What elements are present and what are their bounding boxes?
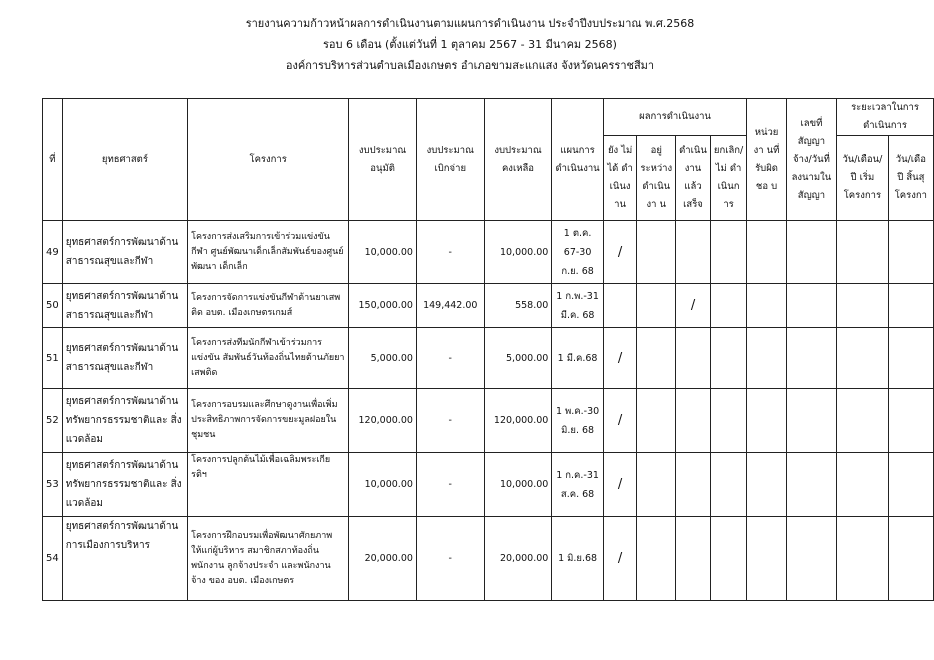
row-start [837,328,889,389]
report-title: รายงานความก้าวหน้าผลการดำเนินงานตามแผนการดำเนินงาน ประจำปีงบประมาณ พ.ศ.2568 [245,17,695,30]
row-strategy: ยุทธศาสตร์การพัฒนาด้าน สาธารณสุขและกีฬา [62,328,187,389]
row-disbursed: - [416,221,484,284]
row-no: 51 [43,328,63,389]
row-not-started-mark: / [603,453,637,517]
row-approved: 10,000.00 [349,453,417,517]
row-remaining: 5,000.00 [484,328,552,389]
row-cancelled-mark [710,517,746,601]
row-in-progress-mark [637,453,676,517]
row-completed-mark: / [676,284,711,328]
row-contract [786,328,836,389]
row-end [888,517,933,601]
table-row [43,284,934,328]
row-contract [786,389,836,453]
row-start [837,389,889,453]
col-header-contract: เลขที่ สัญญา จ้าง/วันที่ ลงนามใน สัญญา [786,99,836,221]
row-cancelled-mark [710,284,746,328]
col-header-completed: ดำเนิน งาน แล้ว เสร็จ [676,136,711,221]
row-remaining: 20,000.00 [484,517,552,601]
row-no: 54 [43,517,63,601]
row-in-progress-mark [637,328,676,389]
row-remaining: 120,000.00 [484,389,552,453]
table-row [43,517,934,601]
row-no: 49 [43,221,63,284]
row-end [888,328,933,389]
row-remaining: 558.00 [484,284,552,328]
row-disbursed: 149,442.00 [416,284,484,328]
col-header-remaining: งบประมาณ คงเหลือ [484,99,552,221]
col-header-not-started: ยัง ไม่ได้ ดำเนินง าน [603,136,637,221]
table-row [43,328,934,389]
row-agency [747,221,787,284]
row-approved: 5,000.00 [349,328,417,389]
row-plan: 1 ต.ค. 67-30 ก.ย. 68 [552,221,604,284]
report-organization: องค์การบริหารส่วนตำบลเมืองเกษตร อำเภอขามสะแกแสง จังหวัดนครราชสีมา [285,59,655,72]
col-header-period: ระยะเวลาในการ ดำเนินการ [837,99,934,136]
row-project: โครงการส่งเสริมการเข้าร่วมแข่งขันกีฬา ศูนย์พัฒนาเด็กเล็กสัมพันธ์ของศูนย์พัฒนา เด็กเล็ก [188,221,349,284]
row-not-started-mark [603,284,637,328]
row-project: โครงการปลูกต้นไม้เพื่อเฉลิมพระเกียรติฯ [188,453,349,517]
row-disbursed: - [416,453,484,517]
col-header-plan: แผนการ ดำเนินงาน [552,99,604,221]
row-end [888,221,933,284]
row-no: 50 [43,284,63,328]
row-start [837,517,889,601]
row-approved: 10,000.00 [349,221,417,284]
col-header-agency: หน่วยงา นที่ รับผิดชอ บ [747,99,787,221]
row-plan: 1 มี.ค.68 [552,328,604,389]
row-contract [786,517,836,601]
row-approved: 20,000.00 [349,517,417,601]
row-not-started-mark: / [603,221,637,284]
row-contract [786,453,836,517]
row-agency [747,517,787,601]
report-period: รอบ 6 เดือน (ตั้งแต่วันที่ 1 ตุลาคม 2567 - 31 มีนาคม 2568) [323,38,617,51]
col-header-cancelled: ยกเลิก/ ไม่ ดำเนินก าร [710,136,746,221]
row-agency [747,453,787,517]
col-header-strategy: ยุทธศาสตร์ [62,99,187,221]
row-agency [747,328,787,389]
col-header-end: วัน/เดือ ปี สิ้นสุ โครงกา [888,136,933,221]
row-cancelled-mark [710,328,746,389]
row-start [837,453,889,517]
row-end [888,453,933,517]
row-cancelled-mark [710,453,746,517]
row-cancelled-mark [710,389,746,453]
table-row [43,389,934,453]
row-strategy: ยุทธศาสตร์การพัฒนาด้าน สาธารณสุขและกีฬา [62,284,187,328]
row-project: โครงการอบรมและศึกษาดูงานเพื่อเพิ่ม ประสิทธิภาพการจัดการขยะมูลฝอยใน ชุมชน [188,389,349,453]
col-header-results: ผลการดำเนินงาน [603,99,746,136]
row-end [888,389,933,453]
row-agency [747,284,787,328]
row-contract [786,221,836,284]
row-completed-mark [676,221,711,284]
row-not-started-mark: / [603,517,637,601]
row-no: 53 [43,453,63,517]
row-disbursed: - [416,517,484,601]
row-not-started-mark: / [603,328,637,389]
row-completed-mark [676,453,711,517]
row-remaining: 10,000.00 [484,453,552,517]
row-not-started-mark: / [603,389,637,453]
row-approved: 120,000.00 [349,389,417,453]
row-agency [747,389,787,453]
row-completed-mark [676,517,711,601]
row-project: โครงการส่งทีมนักกีฬาเข้าร่วมการแข่งขัน สัมพันธ์วันท้องถิ่นไทยต้านภัยยาเสพติด [188,328,349,389]
table-row [43,453,934,517]
row-start [837,284,889,328]
row-contract [786,284,836,328]
row-disbursed: - [416,389,484,453]
row-project: โครงการฝึกอบรมเพื่อพัฒนาศักยภาพ ให้แก่ผู้บริหาร สมาชิกสภาท้องถิ่น พนักงาน ลูกจ้างประจำ และพนักงาน จ้าง ของ อบต. เมืองเกษตร [188,517,349,601]
row-end [888,284,933,328]
row-disbursed: - [416,328,484,389]
row-strategy: ยุทธศาสตร์การพัฒนาด้าน สาธารณสุขและกีฬา [62,221,187,284]
row-in-progress-mark [637,284,676,328]
row-start [837,221,889,284]
row-strategy: ยุทธศาสตร์การพัฒนาด้าน การเมืองการบริหาร [62,517,187,601]
row-completed-mark [676,389,711,453]
col-header-project: โครงการ [188,99,349,221]
row-plan: 1 ก.พ.-31 มี.ค. 68 [552,284,604,328]
row-no: 52 [43,389,63,453]
row-in-progress-mark [637,221,676,284]
row-strategy: ยุทธศาสตร์การพัฒนาด้าน ทรัพยากรธรรมชาติและ สิ่งแวดล้อม [62,389,187,453]
row-project: โครงการจัดการแข่งขันกีฬาต้านยาเสพติด อบต. เมืองเกษตรเกมส์ [188,284,349,328]
row-in-progress-mark [637,517,676,601]
col-header-disbursed: งบประมาณ เบิกจ่าย [416,99,484,221]
col-header-no: ที่ [43,99,63,221]
row-completed-mark [676,328,711,389]
row-cancelled-mark [710,221,746,284]
table-row [43,221,934,284]
row-plan: 1 ก.ค.-31 ส.ค. 68 [552,453,604,517]
row-remaining: 10,000.00 [484,221,552,284]
col-header-in-progress: อยู่ ระหว่าง ดำเนินงา น [637,136,676,221]
col-header-approved: งบประมาณ อนุมัติ [349,99,417,221]
row-in-progress-mark [637,389,676,453]
row-plan: 1 มิ.ย.68 [552,517,604,601]
row-approved: 150,000.00 [349,284,417,328]
progress-table [42,98,934,601]
col-header-start: วัน/เดือน/ ปี เริ่ม โครงการ [837,136,889,221]
row-strategy: ยุทธศาสตร์การพัฒนาด้าน ทรัพยากรธรรมชาติและ สิ่งแวดล้อม [62,453,187,517]
row-plan: 1 พ.ค.-30 มิ.ย. 68 [552,389,604,453]
